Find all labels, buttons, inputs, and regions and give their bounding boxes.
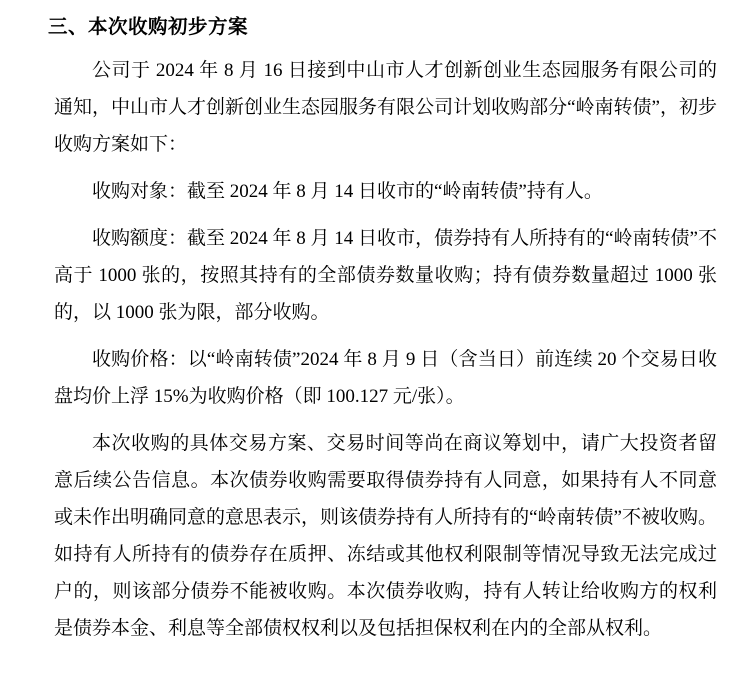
paragraph-acquisition-quota: 收购额度：截至 2024 年 8 月 14 日收市，债券持有人所持有的“岭南转债”不高于 1000 张的，按照其持有的全部债券数量收购；持有债券数量超过 1000 张的，以 1000 张为限，部分收购。 [54, 228, 717, 323]
paragraph-notice-received: 公司于 2024 年 8 月 16 日接到中山市人才创新创业生态园服务有限公司的通知，中山市人才创新创业生态园服务有限公司计划收购部分“岭南转债”，初步收购方案如下： [54, 60, 717, 155]
paragraph-additional-terms: 本次收购的具体交易方案、交易时间等尚在商议筹划中，请广大投资者留意后续公告信息。本次债券收购需要取得债券持有人同意，如果持有人不同意或未作出明确同意的意思表示，则该债券持有人所持有的“岭南转债”不被收购。如持有人所持有的债券存在质押、冻结或其他权利限制等情况导致无法完成过户的，则该部分债券不能被收购。本次债券收购，持有人转让给收购方的权利是债券本金、利息等全部债权权利以及包括担保权利在内的全部从权利。 [54, 433, 717, 639]
paragraph-acquisition-target: 收购对象：截至 2024 年 8 月 14 日收市的“岭南转债”持有人。 [92, 181, 603, 202]
paragraph-acquisition-price: 收购价格：以“岭南转债”2024 年 8 月 9 日（含当日）前连续 20 个交易日收盘均价上浮 15%为收购价格（即 100.127 元/张）。 [54, 349, 717, 407]
section-heading: 三、本次收购初步方案 [48, 16, 249, 38]
